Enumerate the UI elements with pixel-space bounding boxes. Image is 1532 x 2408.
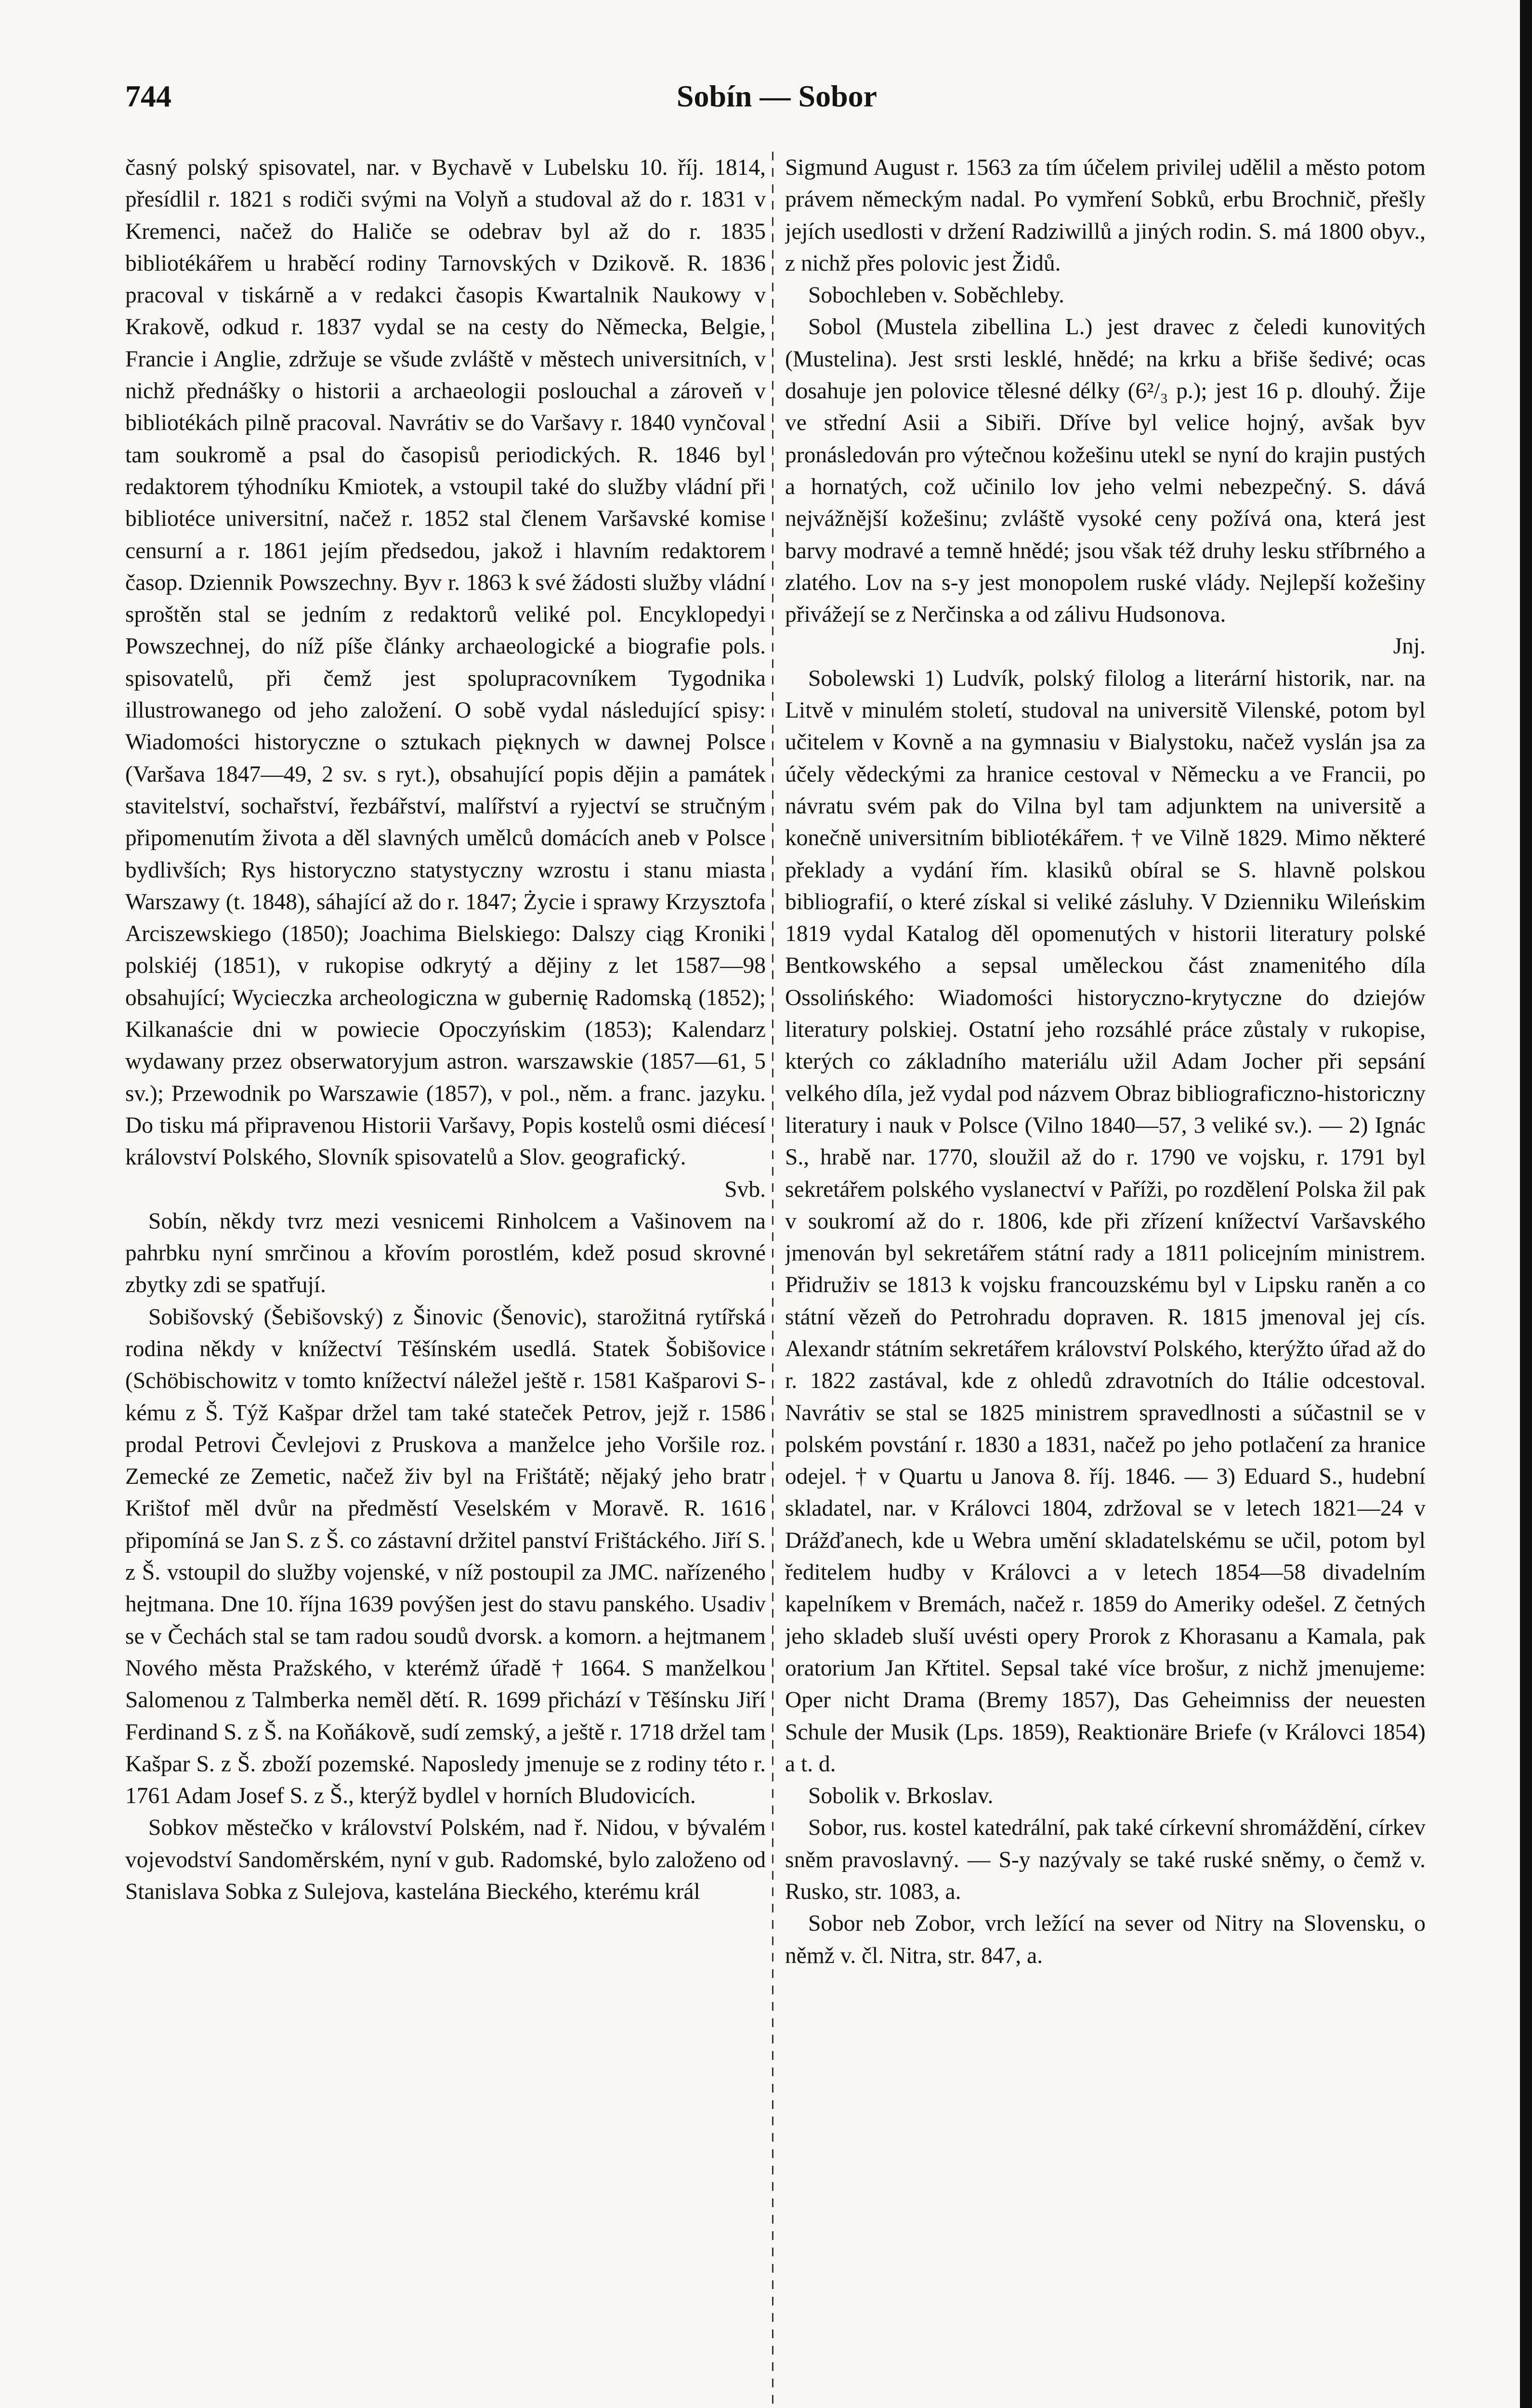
entry-sobochleben: Sobochleben v. Soběchleby. <box>808 283 1065 308</box>
entry-sobin: Sobín, někdy tvrz mezi vesnicemi Rinholcem a Vašinovem na pahrbku nyní smrčinou a křovím porostlém, kdež posud skrovné zbytky zdi se spatřují. <box>125 1208 766 1298</box>
entry-continuation: časný polský spisovatel, nar. v Bychavě v Lubelsku 10. říj. 1814, přesídlil r. 1821 s rodiči svými na Volyň a studoval až do r. 1831 v Kremenci, načež do Haliče se odebrav byl až do r. 1835 bibliotékářem u hraběcí rodiny Tarnovských v Dzikově. R. 1836 pracoval v tiskárně a v redakci časopis Kwartalnik Naukowy v Krakově, odkud r. 1837 vydal se na cesty do Německa, Belgie, Francie i Anglie, zdržuje se všude zvláště v městech universitních, v nichž přednášky o historii a archaeologii poslouchal a zároveň v bibliotékách pilně pracoval. Navrátiv se do Varšavy r. 1840 vynčoval tam soukromě a psal do časopisů periodických. R. 1846 byl redaktorem týhodníku Kmiotek, a vstoupil také do služby vládní při bibliotéce universitní, načež r. 1852 stal členem Varšavské komise censurní a r. 1861 jejím předsedou, jakož i hlavním redaktorem časop. Dziennik Powszechny. Byv r. 1863 k své žádosti služby vládní sproštěn stal se jedním z redaktorů veliké pol. Encyklopedyi Powszechnej, do níž píše články archaeologické a biografie pols. spisovatelů, při čemž jest spolupracovníkem Tygodnika illustrowanego od jeho založení. O sobě vydal následující spisy: Wiadomości historyczne o sztukach pięknych w dawnej Polsce (Varšava 1847—49, 2 sv. s ryt.), obsahující popis dějin a památek stavitelství, sochařství, řezbářství, malířství a ryjectví se stručným připomenutím života a děl slavných umělců domácích aneb v Polsce bydlivších; Rys historyczno statystyczny wzrostu i stanu miasta Warszawy (t. 1848), sáhající až do r. 1847; Życie i sprawy Krzysztofa Arciszewskiego (1850); Joachima Bielskiego: Dalszy ciąg Kroniki polskiéj (1851), v rukopise odkrytý a dějiny z let 1587—98 obsahující; Wycieczka archeologiczna w gubernię Radomską (1852); Kilkanaście dni w powiecie Opoczyńskim (1853); Kalendarz wydawany przez obserwatoryjum astron. warszawskie (1857—61, 5 sv.); Przewodnik po Warszawie (1857), v pol., něm. a franc. jazyku. Do tisku má připravenou Historii Varšavy, Popis kostelů osmi diécesí království Polského, Slovník spisovatelů a Slov. geografický. <box>125 155 766 1170</box>
page-header <box>125 75 1428 118</box>
entry-continuation-right: Sigmund August r. 1563 za tím účelem privilej udělil a město potom právem německým nadal. Po vymření Sobků, erbu Brochnič, přešly jejích usedlosti v držení Radziwillů a jiných rodin. S. má 1800 obyv., z nichž přes polovic jest Židů. <box>785 155 1426 276</box>
entry-sobolewski: Sobolewski 1) Ludvík, polský filolog a literární historik, nar. na Litvě v minulém století, studoval na universitě Vilenské, potom byl učitelem v Kovně a na gymnasiu v Bialystoku, načež vyslán jsa za účely vědeckými za hranice cestoval v Německu a ve Francii, po návratu svém pak do Vilna byl tam adjunktem na universitě a konečně universitním bibliotékářem. † ve Vilně 1829. Mimo některé překlady a vydání řím. klasiků obíral se S. hlavně polskou bibliografií, o které získal si veliké zásluhy. V Dzienniku Wileńskim 1819 vydal Katalog děl opomenutých v historii literatury polské Bentkowského a sepsal uměleckou část znamenitého díla Ossolińského: Wiadomości historyczno-krytyczne do dziejów literatury polskiej. Ostatní jeho rozsáhlé práce zůstaly v rukopise, kterých co základního materiálu užil Adam Jocher při sepsání velkého díla, jež vydal pod názvem Obraz bibliograficzno-historiczny literatury i nauk v Polsce (Vilno 1840—57, 3 veliké sv.). — 2) Ignác S., hrabě nar. 1770, sloužil až do r. 1790 ve vojsku, r. 1791 byl sekretářem polského vyslanectví v Paříži, po rozdělení Polska žil pak v soukromí až do r. 1806, kde při zřízení knížectví Varšavského jmenován byl sekretářem státní rady a 1811 policejním ministrem. Přidruživ se 1813 k vojsku francouzskému byl v Lipsku raněn a co státní vězeň do Petrohradu dopraven. R. 1815 jmenoval jej cís. Alexandr státním sekretářem království Polského, kterýžto úřad až do r. 1822 zastával, kde z ohledů zdravotních do Itálie odcestoval. Navrátiv se stal se 1825 ministrem spravedlnosti a súčastnil se v polském povstání r. 1830 a 1831, načež po jeho potlačení za hranice odejel. † v Quartu u Janova 8. říj. 1846. — 3) Eduard S., hudební skladatel, nar. v Královci 1804, zdržoval se v letech 1821—24 v Drážďanech, kde u Webra umění skladatelskému se učil, potom byl ředitelem hudby v Královci a v letech 1854—58 divadelním kapelníkem v Bremách, načež r. 1859 do Ameriky odešel. Z četných jeho skladeb sluší uvésti opery Prorok z Khorasanu a Kamala, pak oratorium Jan Křtitel. Sepsal také více brošur, z nichž jmenujeme: Oper nicht Drama (Bremy 1857), Das Geheimniss der neuesten Schule der Musik (Lps. 1859), Reaktionäre Briefe (v Královci 1854) a t. d. <box>785 666 1426 1777</box>
text-columns <box>125 152 1426 2408</box>
entry-sobkov: Sobkov městečko v království Polském, nad ř. Nidou, v bývalém vojevodství Sandoměrském, nyní v gub. Radomské, bylo založeno od Stanislava Sobka z Sulejova, kastelána Bieckého, kterému král <box>125 1815 766 1905</box>
author-signature: Jnj. <box>1393 634 1426 659</box>
page-number: 744 <box>125 79 171 113</box>
running-title: Sobín — Sobor <box>676 79 877 113</box>
author-signature: Svb. <box>724 1177 766 1202</box>
entry-sobor-hill: Sobor neb Zobor, vrch ležící na sever od Nitry na Slovensku, o němž v. čl. Nitra, str. 847, a. <box>785 1911 1426 1968</box>
entry-sobolik: Sobolik v. Brkoslav. <box>808 1783 994 1809</box>
entry-sobor-church: Sobor, rus. kostel katedrální, pak také církevní shromáždění, církev sněm pravoslavný. — S-y nazývaly se také ruské sněmy, o čemž v. Rusko, str. 1083, a. <box>785 1815 1426 1905</box>
scan-edge <box>1520 0 1532 2408</box>
entry-sobol: Sobol (Mustela zibellina L.) jest dravec z čeledi kunovitých (Mustelina). Jest srsti lesklé, hnědé; na krku a břiše šedivé; ocas dosahuje jen polovice tělesné délky (6²/₃ p.); jest 16 p. dlouhý. Žije ve střední Asii a Sibiři. Dříve byl velice hojný, avšak byv pronásledován pro výtečnou kožešinu utekl se nyní do krajin pustých a hornatých, což učinilo lov jeho velmi nebezpečný. S. dává nejvážnější kožešinu; zvláště vysoké ceny požívá ona, která jest barvy modravé a temně hnědé; jsou však též druhy lesku stříbrného a zlatého. Lov na s-y jest monopolem ruské vlády. Nejlepší kožešiny přivážejí se z Nerčinska a od zálivu Hudsonova. <box>785 314 1426 628</box>
entry-sobisovsky: Sobišovský (Šebišovský) z Šinovic (Šenovic), starožitná rytířská rodina někdy v knížectví Těšínském usedlá. Statek Šobišovice (Schöbischowitz v tomto knížectví náležel ještě r. 1581 Kašparovi S-kému z Š. Týž Kašpar držel tam také stateček Petrov, jejž r. 1586 prodal Petrovi Čevlejovi z Pruskova a manželce jeho Voršile roz. Zemecké ze Zemetic, načež živ byl na Frištátě; nějaký jeho bratr Krištof měl dvůr na předměstí Veselském v Moravě. R. 1616 připomíná se Jan S. z Š. co zástavní držitel panství Frištáckého. Jiří S. z Š. vstoupil do služby vojenské, v níž postoupil za JMC. nařízeného hejtmana. Dne 10. října 1639 povýšen jest do stavu panského. Usadiv se v Čechách stal se tam radou soudů dvorsk. a komorn. a hejtmanem Nového města Pražského, v kterémž úřadě † 1664. S manželkou Salomenou z Talmberka neměl dětí. R. 1699 přichází v Těšínsku Jiří Ferdinand S. z Š. na Koňákově, sudí zemský, a ještě r. 1718 držel tam Kašpar S. z Š. zboží pozemské. Naposledy jmenuje se z rodiny této r. 1761 Adam Josef S. z Š., kterýž bydlel v horních Bludovicích. <box>125 1304 766 1809</box>
left-column <box>125 152 766 2408</box>
right-column <box>785 152 1426 2408</box>
